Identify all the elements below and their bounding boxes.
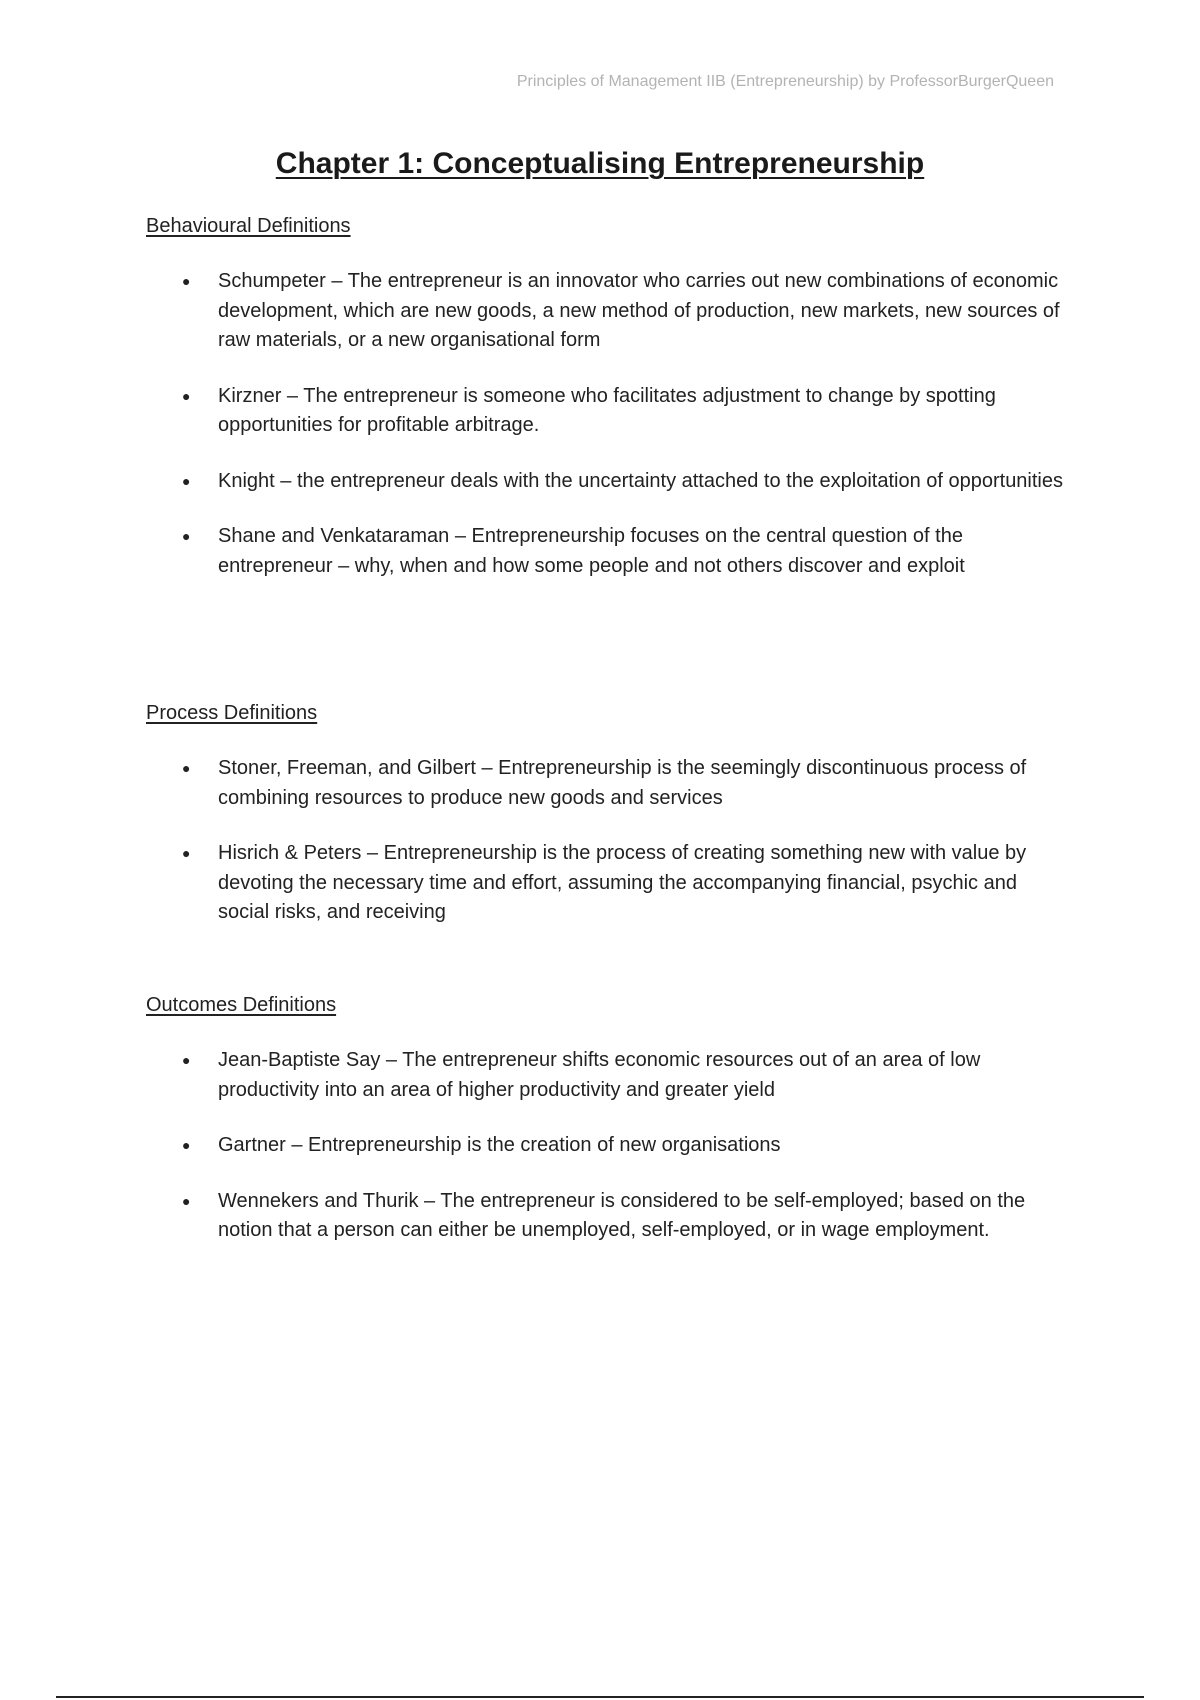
list-item <box>146 1187 1066 1246</box>
bullet-icon: ● <box>182 472 191 489</box>
definition-text: Wennekers and Thurik – The entrepreneur is considered to be self-employed; based on the notion that a person can either be unemployed, self-employed, or in wage employment. <box>218 1189 1026 1241</box>
section-process <box>146 700 1066 928</box>
bullet-icon: ● <box>182 1192 191 1209</box>
definition-list <box>146 754 1066 928</box>
section-outcomes <box>146 992 1066 1246</box>
footer-divider <box>56 1696 1144 1698</box>
bullet-icon: ● <box>182 387 191 404</box>
definition-text: Jean-Baptiste Say – The entrepreneur shifts economic resources out of an area of low productivity into an area of higher productivity and greater yield <box>218 1049 981 1101</box>
definition-text: Knight – the entrepreneur deals with the uncertainty attached to the exploitation of opportunities <box>218 469 1063 492</box>
list-item <box>146 267 1066 356</box>
list-item <box>146 467 1066 497</box>
definition-text: Schumpeter – The entrepreneur is an innovator who carries out new combinations of economic development, which are new goods, a new method of production, new markets, new sources of raw materials, or a new organisational form <box>218 270 1060 351</box>
bullet-icon: ● <box>182 760 191 776</box>
definition-text: Gartner – Entrepreneurship is the creation of new organisations <box>218 1134 781 1156</box>
definition-list <box>146 267 1066 581</box>
section-behavioural <box>146 213 1066 581</box>
definition-text: Kirzner – The entrepreneur is someone who facilitates adjustment to change by spotting opportunities for profitable arbitrage. <box>218 384 996 436</box>
definition-list <box>146 1046 1066 1246</box>
bullet-icon: ● <box>182 1137 191 1153</box>
section-heading: Behavioural Definitions <box>146 215 351 237</box>
list-item <box>146 754 1066 813</box>
list-item <box>146 1131 1066 1161</box>
bullet-icon: ● <box>182 528 191 544</box>
bullet-icon: ● <box>182 273 191 289</box>
definition-text: Hisrich & Peters – Entrepreneurship is the process of creating something new with value by devoting the necessary time and effort, assuming the accompanying financial, psychic and social risks, and receiving <box>218 842 1027 923</box>
definition-text: Shane and Venkataraman – Entrepreneurship focuses on the central question of the entrepreneur – why, when and how some people and not others discover and exploit <box>218 525 965 577</box>
list-item <box>146 839 1066 928</box>
section-heading: Process Definitions <box>146 702 318 724</box>
section-heading: Outcomes Definitions <box>146 994 337 1016</box>
list-item <box>146 1046 1066 1105</box>
bullet-icon: ● <box>182 1052 191 1068</box>
list-item <box>146 522 1066 581</box>
page-title: Chapter 1: Conceptualising Entrepreneurship <box>275 147 925 180</box>
list-item <box>146 382 1066 441</box>
definition-text: Stoner, Freeman, and Gilbert – Entrepreneurship is the seemingly discontinuous process of combining resources to produce new goods and services <box>218 757 1027 809</box>
running-header: Principles of Management IIB (Entrepreneurship) by ProfessorBurgerQueen <box>516 73 1054 90</box>
bullet-icon: ● <box>182 845 191 861</box>
